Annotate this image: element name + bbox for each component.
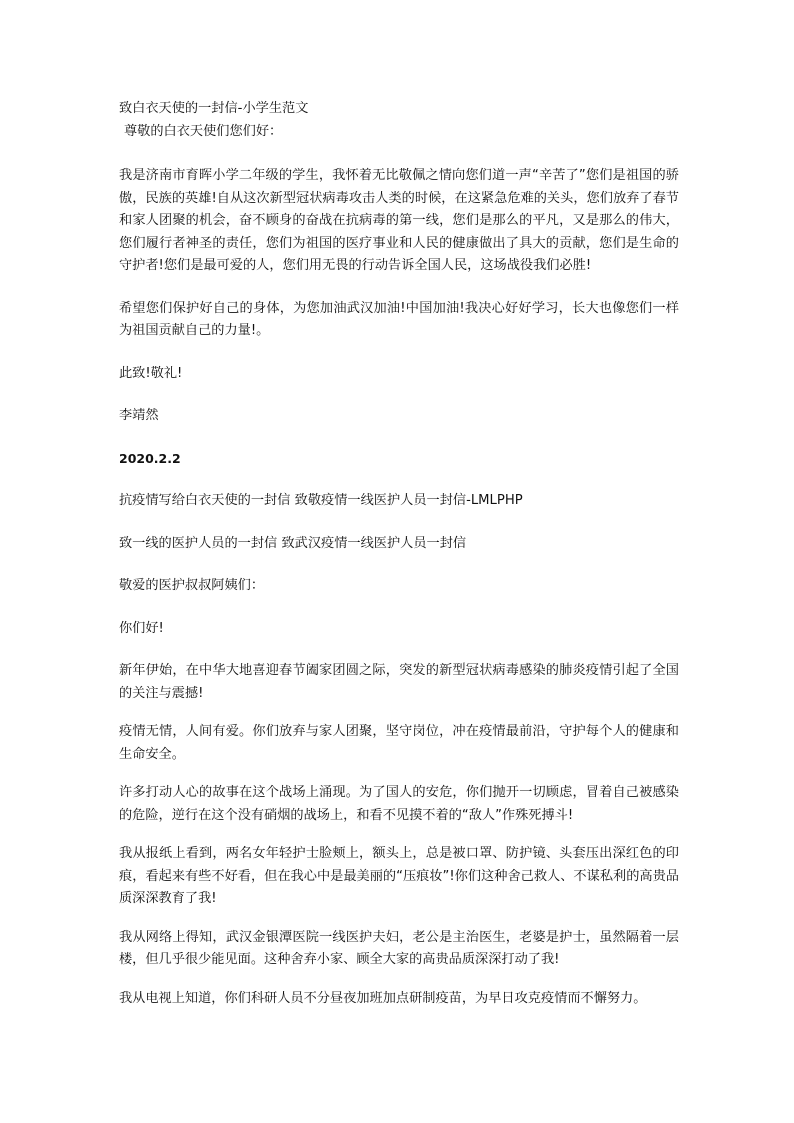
paragraph-7: 我从网络上得知，武汉金银潭医院一线医护夫妇，老公是主治医生，老婆是护士，虽然隔着一层楼，但几乎很少能见面。这种舍弃小家、顾全大家的高贵品质深深打动了我!	[119, 929, 679, 967]
document-page	[119, 98, 679, 1010]
paragraph-5: 许多打动人心的故事在这个战场上涌现。为了国人的安危，你们抛开一切顾虑，冒着自己被感染的危险，逆行在这个没有硝烟的战场上，和看不见摸不着的“敌人”作殊死搏斗!	[119, 785, 679, 823]
date: 2020.2.2	[119, 450, 181, 466]
paragraph-4: 疫情无情，人间有爱。你们放弃与家人团聚，坚守岗位，冲在疫情最前沿，守护每个人的健康和生命安全。	[119, 724, 679, 762]
related-link-2: 致一线的医护人员的一封信 致武汉疫情一线医护人员一封信	[119, 535, 467, 551]
paragraph-3: 新年伊始，在中华大地喜迎春节阖家团圆之际，突发的新型冠状病毒感染的肺炎疫情引起了全国的关注与震撼!	[119, 663, 679, 701]
closing: 此致!敬礼!	[119, 365, 183, 381]
document-title: 致白衣天使的一封信-小学生范文	[119, 101, 309, 116]
signature: 李靖然	[119, 408, 159, 423]
paragraph-6: 我从报纸上看到，两名女年轻护士脸颊上，额头上，总是被口罩、防护镜、头套压出深红色的印痕，看起来有些不好看，但在我心中是最美丽的“压痕妆”!你们这种舍己救人、不谋私利的高贵品质深深教育了我!	[119, 846, 679, 906]
greeting-2: 你们好!	[119, 620, 164, 636]
spacer	[119, 143, 679, 165]
paragraph-2: 希望您们保护好自己的身体，为您加油武汉加油!中国加油!我决心好好学习，长大也像您们一样为祖国贡献自己的力量!。	[119, 300, 679, 338]
salutation: 尊敬的白衣天使们您们好：	[124, 123, 283, 139]
related-link-1: 抗疫情写给白衣天使的一封信 致敬疫情一线医护人员一封信-LMLPHP	[119, 493, 523, 508]
paragraph-8: 我从电视上知道，你们科研人员不分昼夜加班加点研制疫苗，为早日攻克疫情而不懈努力。	[119, 990, 647, 1006]
salutation-2: 敬爱的医护叔叔阿姨们：	[119, 578, 265, 593]
paragraph-1: 我是济南市育晖小学二年级的学生，我怀着无比敬佩之情向您们道一声“辛苦了”您们是祖国的骄傲，民族的英雄!自从这次新型冠状病毒攻击人类的时候，在这紧急危难的关头，您们放弃了春节和家人团聚的机会，奋不顾身的奋战在抗病毒的第一线，您们是那么的平凡，又是那么的伟大，您们履行者神圣的责任，您们为祖国的医疗事业和人民的健康做出了具大的贡献，您们是生命的守护者!您们是最可爱的人，您们用无畏的行动告诉全国人民，这场战役我们必胜!	[119, 168, 679, 273]
